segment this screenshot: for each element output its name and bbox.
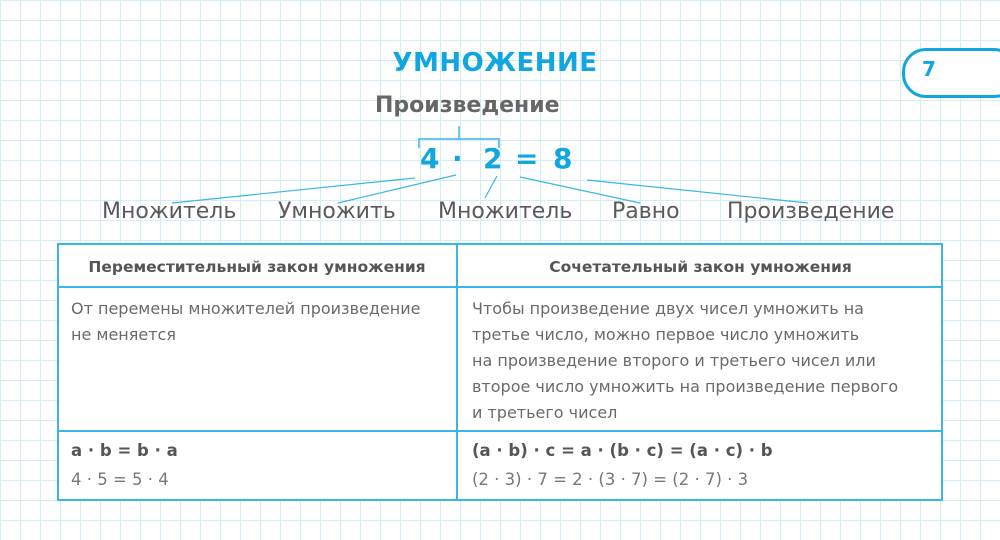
page-number: 7 — [922, 57, 936, 81]
equation-result: 8 — [553, 142, 573, 175]
text-line: и третьего чисел — [472, 403, 618, 422]
commutative-example: 4 · 5 = 5 · 4 — [71, 470, 169, 489]
table-header-associative: Сочетательный закон умножения — [549, 258, 852, 276]
equation-factor-b: 2 — [483, 142, 503, 175]
term-factor-2: Множитель — [438, 199, 573, 224]
text-line: Чтобы произведение двух чисел умножить на — [472, 299, 864, 318]
equation-factor-a: 4 — [420, 142, 440, 175]
term-equals: Равно — [612, 199, 680, 224]
text-line: От перемены множителей произведение — [71, 299, 421, 318]
equation-equals-sign: = — [515, 142, 539, 175]
table-row-divider — [57, 430, 943, 432]
term-factor-1: Множитель — [102, 199, 237, 224]
commutative-formula: a · b = b · a — [71, 441, 178, 460]
table-header-commutative: Переместительный закон умножения — [88, 258, 426, 276]
text-line: на произведение второго и третьего чисел или — [472, 351, 876, 370]
text-line: третье число, можно первое число умножить — [472, 325, 860, 344]
term-multiply: Умножить — [278, 199, 396, 224]
associative-rule-text — [472, 296, 898, 426]
associative-example: (2 · 3) · 7 = 2 · (3 · 7) = (2 · 7) · 3 — [472, 470, 749, 489]
page-title: УМНОЖЕНИЕ — [392, 48, 598, 78]
product-label: Произведение — [375, 93, 560, 118]
associative-formula: (a · b) · c = a · (b · c) = (a · c) · b — [472, 441, 773, 460]
table-row-divider — [57, 286, 943, 288]
text-line: не меняется — [71, 325, 176, 344]
text-line: второе число умножить на произведение первого — [472, 377, 899, 396]
table-column-divider — [456, 243, 458, 501]
term-product: Произведение — [727, 199, 895, 224]
commutative-rule-text — [71, 296, 420, 348]
equation-multiply-sign: · — [452, 142, 463, 175]
